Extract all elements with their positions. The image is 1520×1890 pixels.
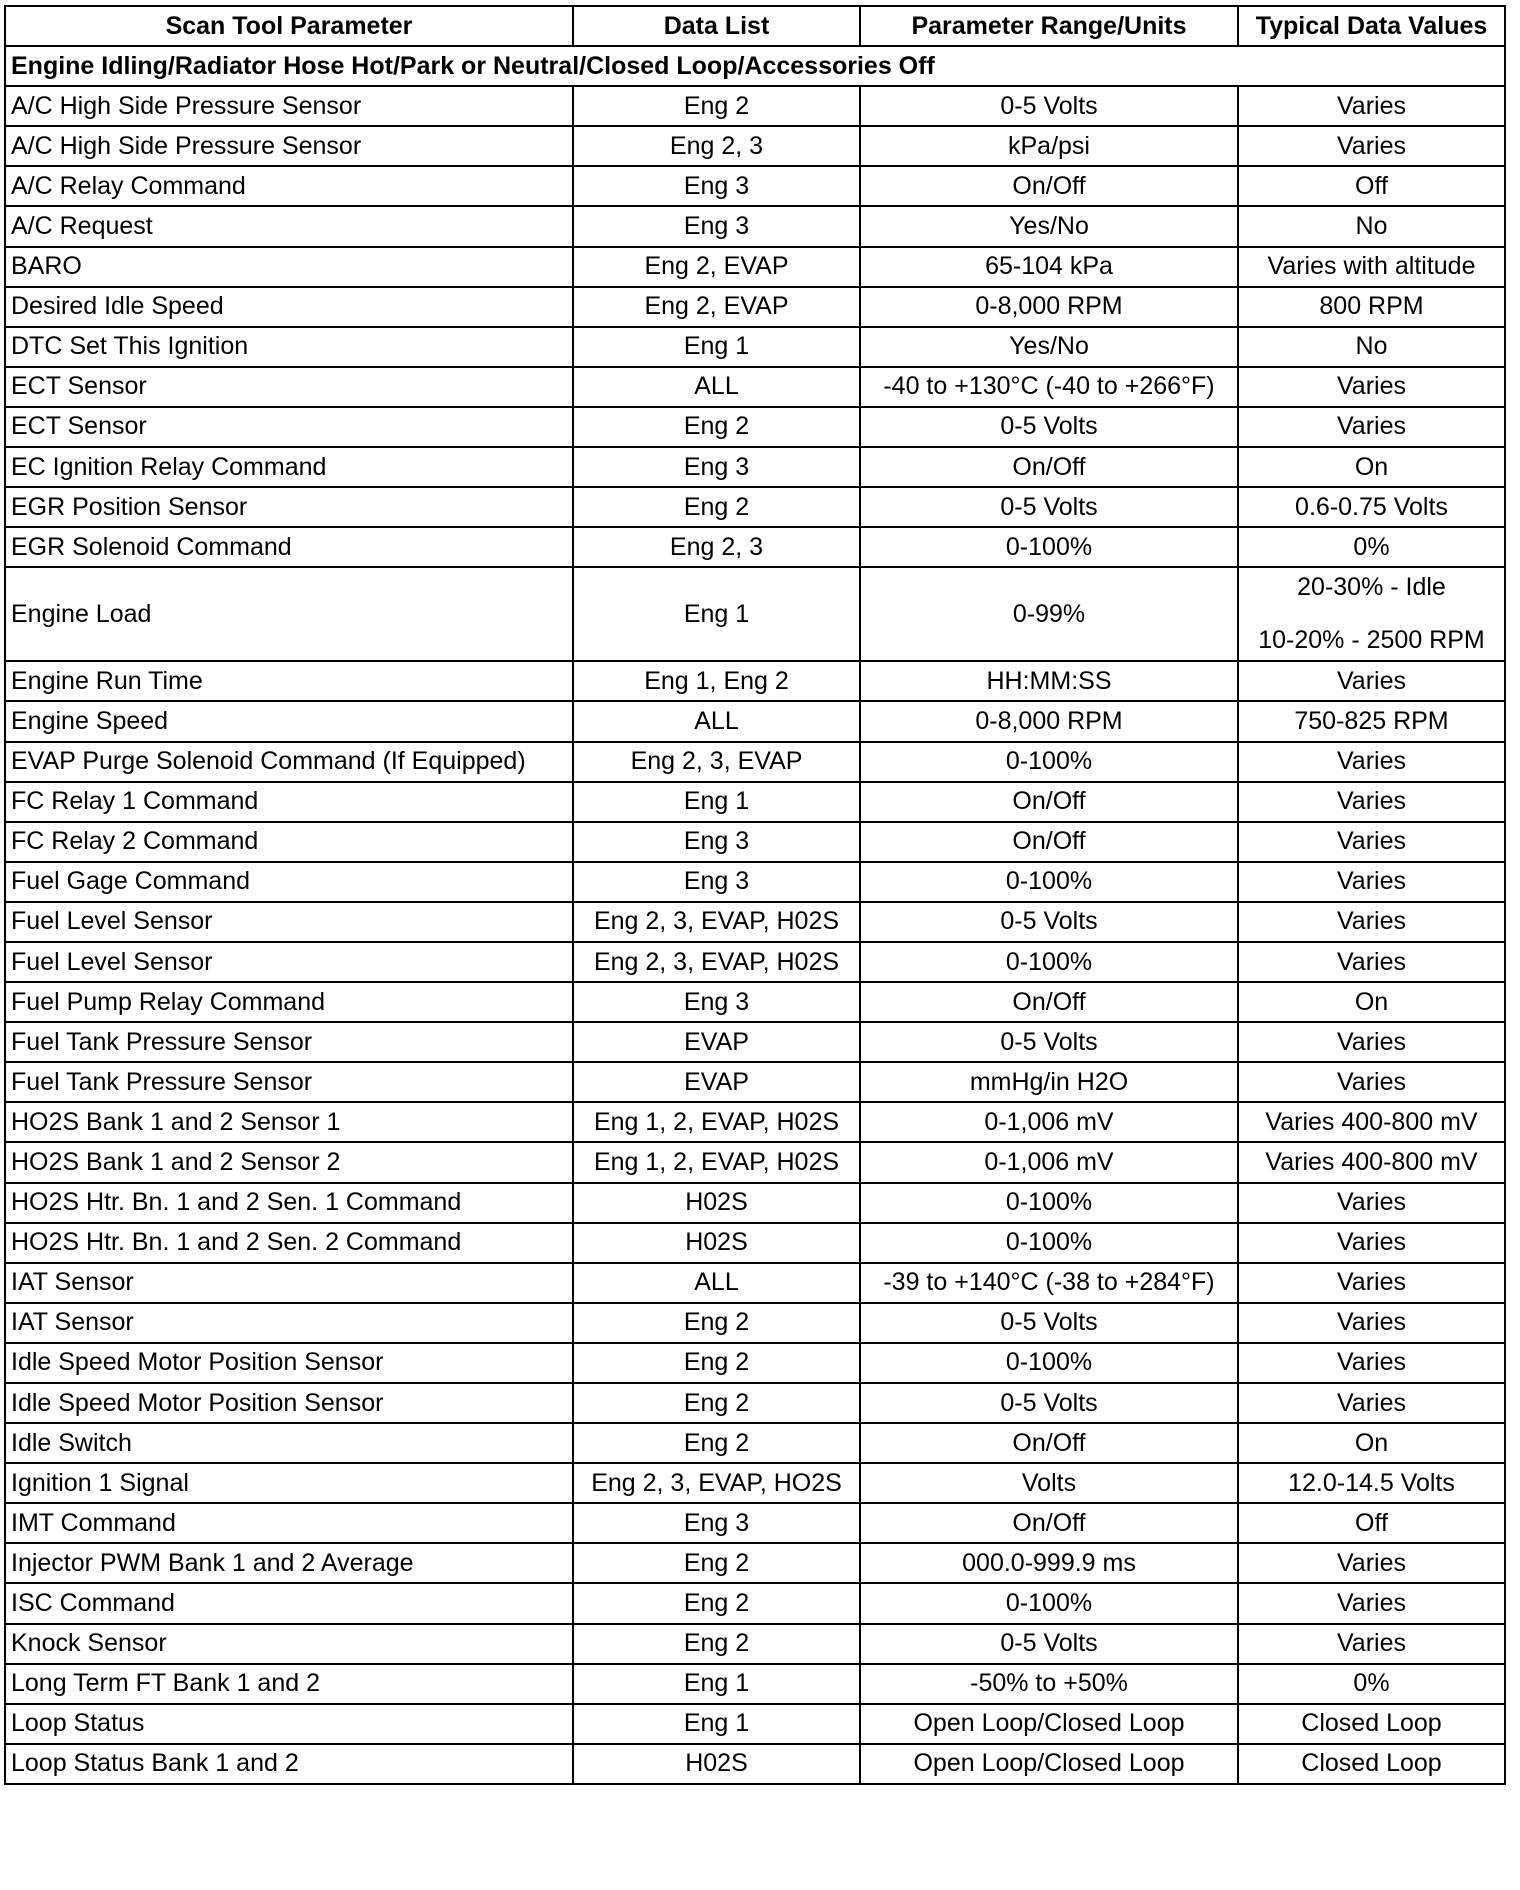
range-cell: On/Off: [860, 822, 1238, 862]
typical-value-cell: Varies: [1238, 367, 1505, 407]
parameter-cell: Fuel Gage Command: [5, 862, 573, 902]
table-row: [5, 1383, 1505, 1423]
parameter-cell: HO2S Htr. Bn. 1 and 2 Sen. 2 Command: [5, 1223, 573, 1263]
typical-value-cell: 750-825 RPM: [1238, 701, 1505, 741]
range-cell: 0-1,006 mV: [860, 1102, 1238, 1142]
range-cell: -50% to +50%: [860, 1664, 1238, 1704]
range-cell: 000.0-999.9 ms: [860, 1543, 1238, 1583]
table-row: [5, 567, 1505, 661]
parameter-cell: Idle Speed Motor Position Sensor: [5, 1383, 573, 1423]
parameter-cell: HO2S Bank 1 and 2 Sensor 1: [5, 1102, 573, 1142]
range-cell: 65-104 kPa: [860, 247, 1238, 287]
typical-value-cell: 0%: [1238, 1664, 1505, 1704]
data-list-cell: Eng 2, EVAP: [573, 247, 860, 287]
range-cell: On/Off: [860, 166, 1238, 206]
data-list-cell: Eng 2: [573, 1583, 860, 1623]
data-list-cell: Eng 2: [573, 1624, 860, 1664]
typical-value-cell: 0%: [1238, 527, 1505, 567]
range-cell: 0-5 Volts: [860, 86, 1238, 126]
typical-value-cell: Varies 400-800 mV: [1238, 1142, 1505, 1182]
parameter-cell: A/C High Side Pressure Sensor: [5, 126, 573, 166]
range-cell: 0-100%: [860, 1343, 1238, 1383]
data-list-cell: Eng 2: [573, 407, 860, 447]
typical-value-cell: Varies: [1238, 782, 1505, 822]
data-list-cell: Eng 1: [573, 327, 860, 367]
range-cell: mmHg/in H2O: [860, 1062, 1238, 1102]
range-cell: 0-100%: [860, 527, 1238, 567]
typical-value-cell: Varies: [1238, 902, 1505, 942]
range-cell: 0-100%: [860, 742, 1238, 782]
typical-value-cell: Varies: [1238, 1343, 1505, 1383]
table-row: [5, 1223, 1505, 1263]
typical-value-cell: On: [1238, 982, 1505, 1022]
table-row: [5, 367, 1505, 407]
data-list-cell: Eng 2, 3: [573, 527, 860, 567]
header-row: [5, 6, 1505, 46]
typical-value-cell: 0.6-0.75 Volts: [1238, 487, 1505, 527]
range-cell: 0-5 Volts: [860, 1303, 1238, 1343]
data-list-cell: Eng 1: [573, 567, 860, 661]
typical-value-cell: Varies: [1238, 86, 1505, 126]
data-list-cell: Eng 2: [573, 487, 860, 527]
range-cell: 0-100%: [860, 1183, 1238, 1223]
typical-value-cell: Varies: [1238, 1062, 1505, 1102]
parameter-cell: IMT Command: [5, 1503, 573, 1543]
table-row: [5, 1263, 1505, 1303]
data-list-cell: ALL: [573, 367, 860, 407]
range-cell: kPa/psi: [860, 126, 1238, 166]
typical-value-cell: Varies: [1238, 407, 1505, 447]
typical-value-cell: Off: [1238, 1503, 1505, 1543]
range-cell: 0-5 Volts: [860, 407, 1238, 447]
parameter-cell: IAT Sensor: [5, 1303, 573, 1343]
typical-value-cell: 800 RPM: [1238, 287, 1505, 327]
table-row: [5, 527, 1505, 567]
data-list-cell: Eng 3: [573, 862, 860, 902]
table-header: [5, 6, 1505, 46]
typical-value-cell: No: [1238, 206, 1505, 246]
range-cell: Open Loop/Closed Loop: [860, 1704, 1238, 1744]
typical-value-cell: No: [1238, 327, 1505, 367]
table-row: [5, 1183, 1505, 1223]
table-row: [5, 862, 1505, 902]
typical-value-cell: Varies: [1238, 742, 1505, 782]
data-list-cell: Eng 2: [573, 1543, 860, 1583]
table-row: [5, 661, 1505, 701]
table-row: [5, 1022, 1505, 1062]
data-list-cell: Eng 2: [573, 1423, 860, 1463]
data-list-cell: EVAP: [573, 1062, 860, 1102]
section-row: [5, 46, 1505, 86]
table-row: [5, 1624, 1505, 1664]
data-list-cell: Eng 3: [573, 822, 860, 862]
parameter-cell: IAT Sensor: [5, 1263, 573, 1303]
typical-value-cell: Varies: [1238, 661, 1505, 701]
range-cell: Yes/No: [860, 327, 1238, 367]
typical-value-cell: Varies: [1238, 1303, 1505, 1343]
table-row: [5, 1704, 1505, 1744]
data-list-cell: Eng 3: [573, 982, 860, 1022]
parameter-cell: A/C Request: [5, 206, 573, 246]
range-cell: On/Off: [860, 447, 1238, 487]
parameter-cell: A/C High Side Pressure Sensor: [5, 86, 573, 126]
range-cell: 0-100%: [860, 1223, 1238, 1263]
typical-value-cell: Varies: [1238, 1383, 1505, 1423]
parameter-cell: EGR Solenoid Command: [5, 527, 573, 567]
parameter-cell: ECT Sensor: [5, 407, 573, 447]
data-list-cell: Eng 2: [573, 86, 860, 126]
data-list-cell: Eng 3: [573, 166, 860, 206]
table-row: [5, 1543, 1505, 1583]
typical-value-cell: Off: [1238, 166, 1505, 206]
parameter-cell: Fuel Tank Pressure Sensor: [5, 1062, 573, 1102]
parameter-cell: A/C Relay Command: [5, 166, 573, 206]
typical-value-cell: Varies: [1238, 1263, 1505, 1303]
parameter-cell: BARO: [5, 247, 573, 287]
data-list-cell: Eng 2: [573, 1343, 860, 1383]
data-list-cell: Eng 2, 3, EVAP, HO2S: [573, 1463, 860, 1503]
range-cell: 0-5 Volts: [860, 487, 1238, 527]
range-cell: 0-1,006 mV: [860, 1142, 1238, 1182]
table-body: [5, 46, 1505, 1784]
parameter-cell: EC Ignition Relay Command: [5, 447, 573, 487]
typical-value-line: 10-20% - 2500 RPM: [1258, 626, 1485, 655]
range-cell: 0-99%: [860, 567, 1238, 661]
table-row: [5, 1062, 1505, 1102]
header-data-list: Data List: [573, 6, 860, 46]
data-list-cell: Eng 1, Eng 2: [573, 661, 860, 701]
data-list-cell: Eng 3: [573, 206, 860, 246]
data-list-cell: ALL: [573, 701, 860, 741]
parameter-cell: EVAP Purge Solenoid Command (If Equipped): [5, 742, 573, 782]
data-list-cell: Eng 2, 3: [573, 126, 860, 166]
range-cell: 0-100%: [860, 942, 1238, 982]
parameter-cell: EGR Position Sensor: [5, 487, 573, 527]
typical-value-cell: Varies 400-800 mV: [1238, 1102, 1505, 1142]
data-list-cell: H02S: [573, 1223, 860, 1263]
scan-tool-data-table: [4, 5, 1506, 1785]
typical-value-cell: Varies: [1238, 942, 1505, 982]
data-list-cell: H02S: [573, 1744, 860, 1784]
header-typical-data-values: Typical Data Values: [1238, 6, 1505, 46]
range-cell: Volts: [860, 1463, 1238, 1503]
range-cell: 0-100%: [860, 862, 1238, 902]
parameter-cell: Fuel Tank Pressure Sensor: [5, 1022, 573, 1062]
typical-value-cell: Varies: [1238, 126, 1505, 166]
parameter-cell: Injector PWM Bank 1 and 2 Average: [5, 1543, 573, 1583]
range-cell: Open Loop/Closed Loop: [860, 1744, 1238, 1784]
typical-value-cell: Varies: [1238, 1543, 1505, 1583]
parameter-cell: Fuel Level Sensor: [5, 942, 573, 982]
range-cell: Yes/No: [860, 206, 1238, 246]
range-cell: On/Off: [860, 1503, 1238, 1543]
parameter-cell: Engine Load: [5, 567, 573, 661]
data-list-cell: Eng 3: [573, 1503, 860, 1543]
table-row: [5, 407, 1505, 447]
typical-value-cell: On: [1238, 447, 1505, 487]
table-row: [5, 247, 1505, 287]
table-row: [5, 1142, 1505, 1182]
table-row: [5, 1463, 1505, 1503]
section-title: Engine Idling/Radiator Hose Hot/Park or Neutral/Closed Loop/Accessories Off: [5, 46, 1505, 86]
data-list-cell: Eng 3: [573, 447, 860, 487]
data-list-cell: Eng 1, 2, EVAP, H02S: [573, 1102, 860, 1142]
table-row: [5, 1102, 1505, 1142]
data-list-cell: Eng 1: [573, 782, 860, 822]
header-scan-tool-parameter: Scan Tool Parameter: [5, 6, 573, 46]
typical-value-line: 20-30% - Idle: [1297, 573, 1446, 602]
document-page: [4, 5, 1506, 1785]
parameter-cell: Knock Sensor: [5, 1624, 573, 1664]
parameter-cell: FC Relay 2 Command: [5, 822, 573, 862]
range-cell: 0-5 Volts: [860, 1022, 1238, 1062]
table-row: [5, 447, 1505, 487]
typical-value-cell: 12.0-14.5 Volts: [1238, 1463, 1505, 1503]
typical-value-cell: On: [1238, 1423, 1505, 1463]
range-cell: On/Off: [860, 1423, 1238, 1463]
typical-value-cell: Closed Loop: [1238, 1744, 1505, 1784]
typical-value-cell: Closed Loop: [1238, 1704, 1505, 1744]
table-row: [5, 126, 1505, 166]
typical-value-cell: Varies: [1238, 862, 1505, 902]
parameter-cell: Idle Speed Motor Position Sensor: [5, 1343, 573, 1383]
parameter-cell: ECT Sensor: [5, 367, 573, 407]
data-list-cell: Eng 1, 2, EVAP, H02S: [573, 1142, 860, 1182]
data-list-cell: ALL: [573, 1263, 860, 1303]
table-row: [5, 487, 1505, 527]
range-cell: -40 to +130°C (-40 to +266°F): [860, 367, 1238, 407]
range-cell: On/Off: [860, 982, 1238, 1022]
table-row: [5, 1744, 1505, 1784]
range-cell: 0-5 Volts: [860, 1383, 1238, 1423]
data-list-cell: Eng 2, 3, EVAP, H02S: [573, 902, 860, 942]
data-list-cell: Eng 2, 3, EVAP: [573, 742, 860, 782]
data-list-cell: Eng 2: [573, 1303, 860, 1343]
table-row: [5, 206, 1505, 246]
parameter-cell: Loop Status: [5, 1704, 573, 1744]
range-cell: 0-8,000 RPM: [860, 287, 1238, 327]
range-cell: HH:MM:SS: [860, 661, 1238, 701]
table-row: [5, 822, 1505, 862]
data-list-cell: Eng 1: [573, 1664, 860, 1704]
data-list-cell: EVAP: [573, 1022, 860, 1062]
table-row: [5, 287, 1505, 327]
typical-value-cell: Varies: [1238, 1583, 1505, 1623]
table-row: [5, 782, 1505, 822]
table-row: [5, 902, 1505, 942]
parameter-cell: Idle Switch: [5, 1423, 573, 1463]
data-list-cell: Eng 1: [573, 1704, 860, 1744]
table-row: [5, 166, 1505, 206]
typical-value-cell: [1238, 567, 1505, 661]
typical-value-cell: Varies: [1238, 1022, 1505, 1062]
table-row: [5, 86, 1505, 126]
table-row: [5, 1583, 1505, 1623]
typical-value-cell: Varies: [1238, 822, 1505, 862]
header-parameter-range-units: Parameter Range/Units: [860, 6, 1238, 46]
parameter-cell: Engine Speed: [5, 701, 573, 741]
parameter-cell: Fuel Pump Relay Command: [5, 982, 573, 1022]
data-list-cell: H02S: [573, 1183, 860, 1223]
table-row: [5, 1423, 1505, 1463]
parameter-cell: ISC Command: [5, 1583, 573, 1623]
parameter-cell: HO2S Htr. Bn. 1 and 2 Sen. 1 Command: [5, 1183, 573, 1223]
parameter-cell: Ignition 1 Signal: [5, 1463, 573, 1503]
parameter-cell: Loop Status Bank 1 and 2: [5, 1744, 573, 1784]
parameter-cell: Engine Run Time: [5, 661, 573, 701]
range-cell: 0-100%: [860, 1583, 1238, 1623]
parameter-cell: HO2S Bank 1 and 2 Sensor 2: [5, 1142, 573, 1182]
table-row: [5, 327, 1505, 367]
data-list-cell: Eng 2: [573, 1383, 860, 1423]
parameter-cell: FC Relay 1 Command: [5, 782, 573, 822]
range-cell: 0-5 Volts: [860, 1624, 1238, 1664]
table-row: [5, 982, 1505, 1022]
typical-value-cell: Varies: [1238, 1223, 1505, 1263]
data-list-cell: Eng 2, EVAP: [573, 287, 860, 327]
table-row: [5, 742, 1505, 782]
parameter-cell: DTC Set This Ignition: [5, 327, 573, 367]
table-row: [5, 1343, 1505, 1383]
range-cell: On/Off: [860, 782, 1238, 822]
typical-value-cell: Varies: [1238, 1183, 1505, 1223]
range-cell: 0-5 Volts: [860, 902, 1238, 942]
table-row: [5, 1303, 1505, 1343]
table-row: [5, 1664, 1505, 1704]
range-cell: -39 to +140°C (-38 to +284°F): [860, 1263, 1238, 1303]
table-row: [5, 942, 1505, 982]
parameter-cell: Fuel Level Sensor: [5, 902, 573, 942]
parameter-cell: Long Term FT Bank 1 and 2: [5, 1664, 573, 1704]
typical-value-cell: Varies with altitude: [1238, 247, 1505, 287]
typical-value-cell: Varies: [1238, 1624, 1505, 1664]
parameter-cell: Desired Idle Speed: [5, 287, 573, 327]
table-row: [5, 1503, 1505, 1543]
table-row: [5, 701, 1505, 741]
data-list-cell: Eng 2, 3, EVAP, H02S: [573, 942, 860, 982]
range-cell: 0-8,000 RPM: [860, 701, 1238, 741]
